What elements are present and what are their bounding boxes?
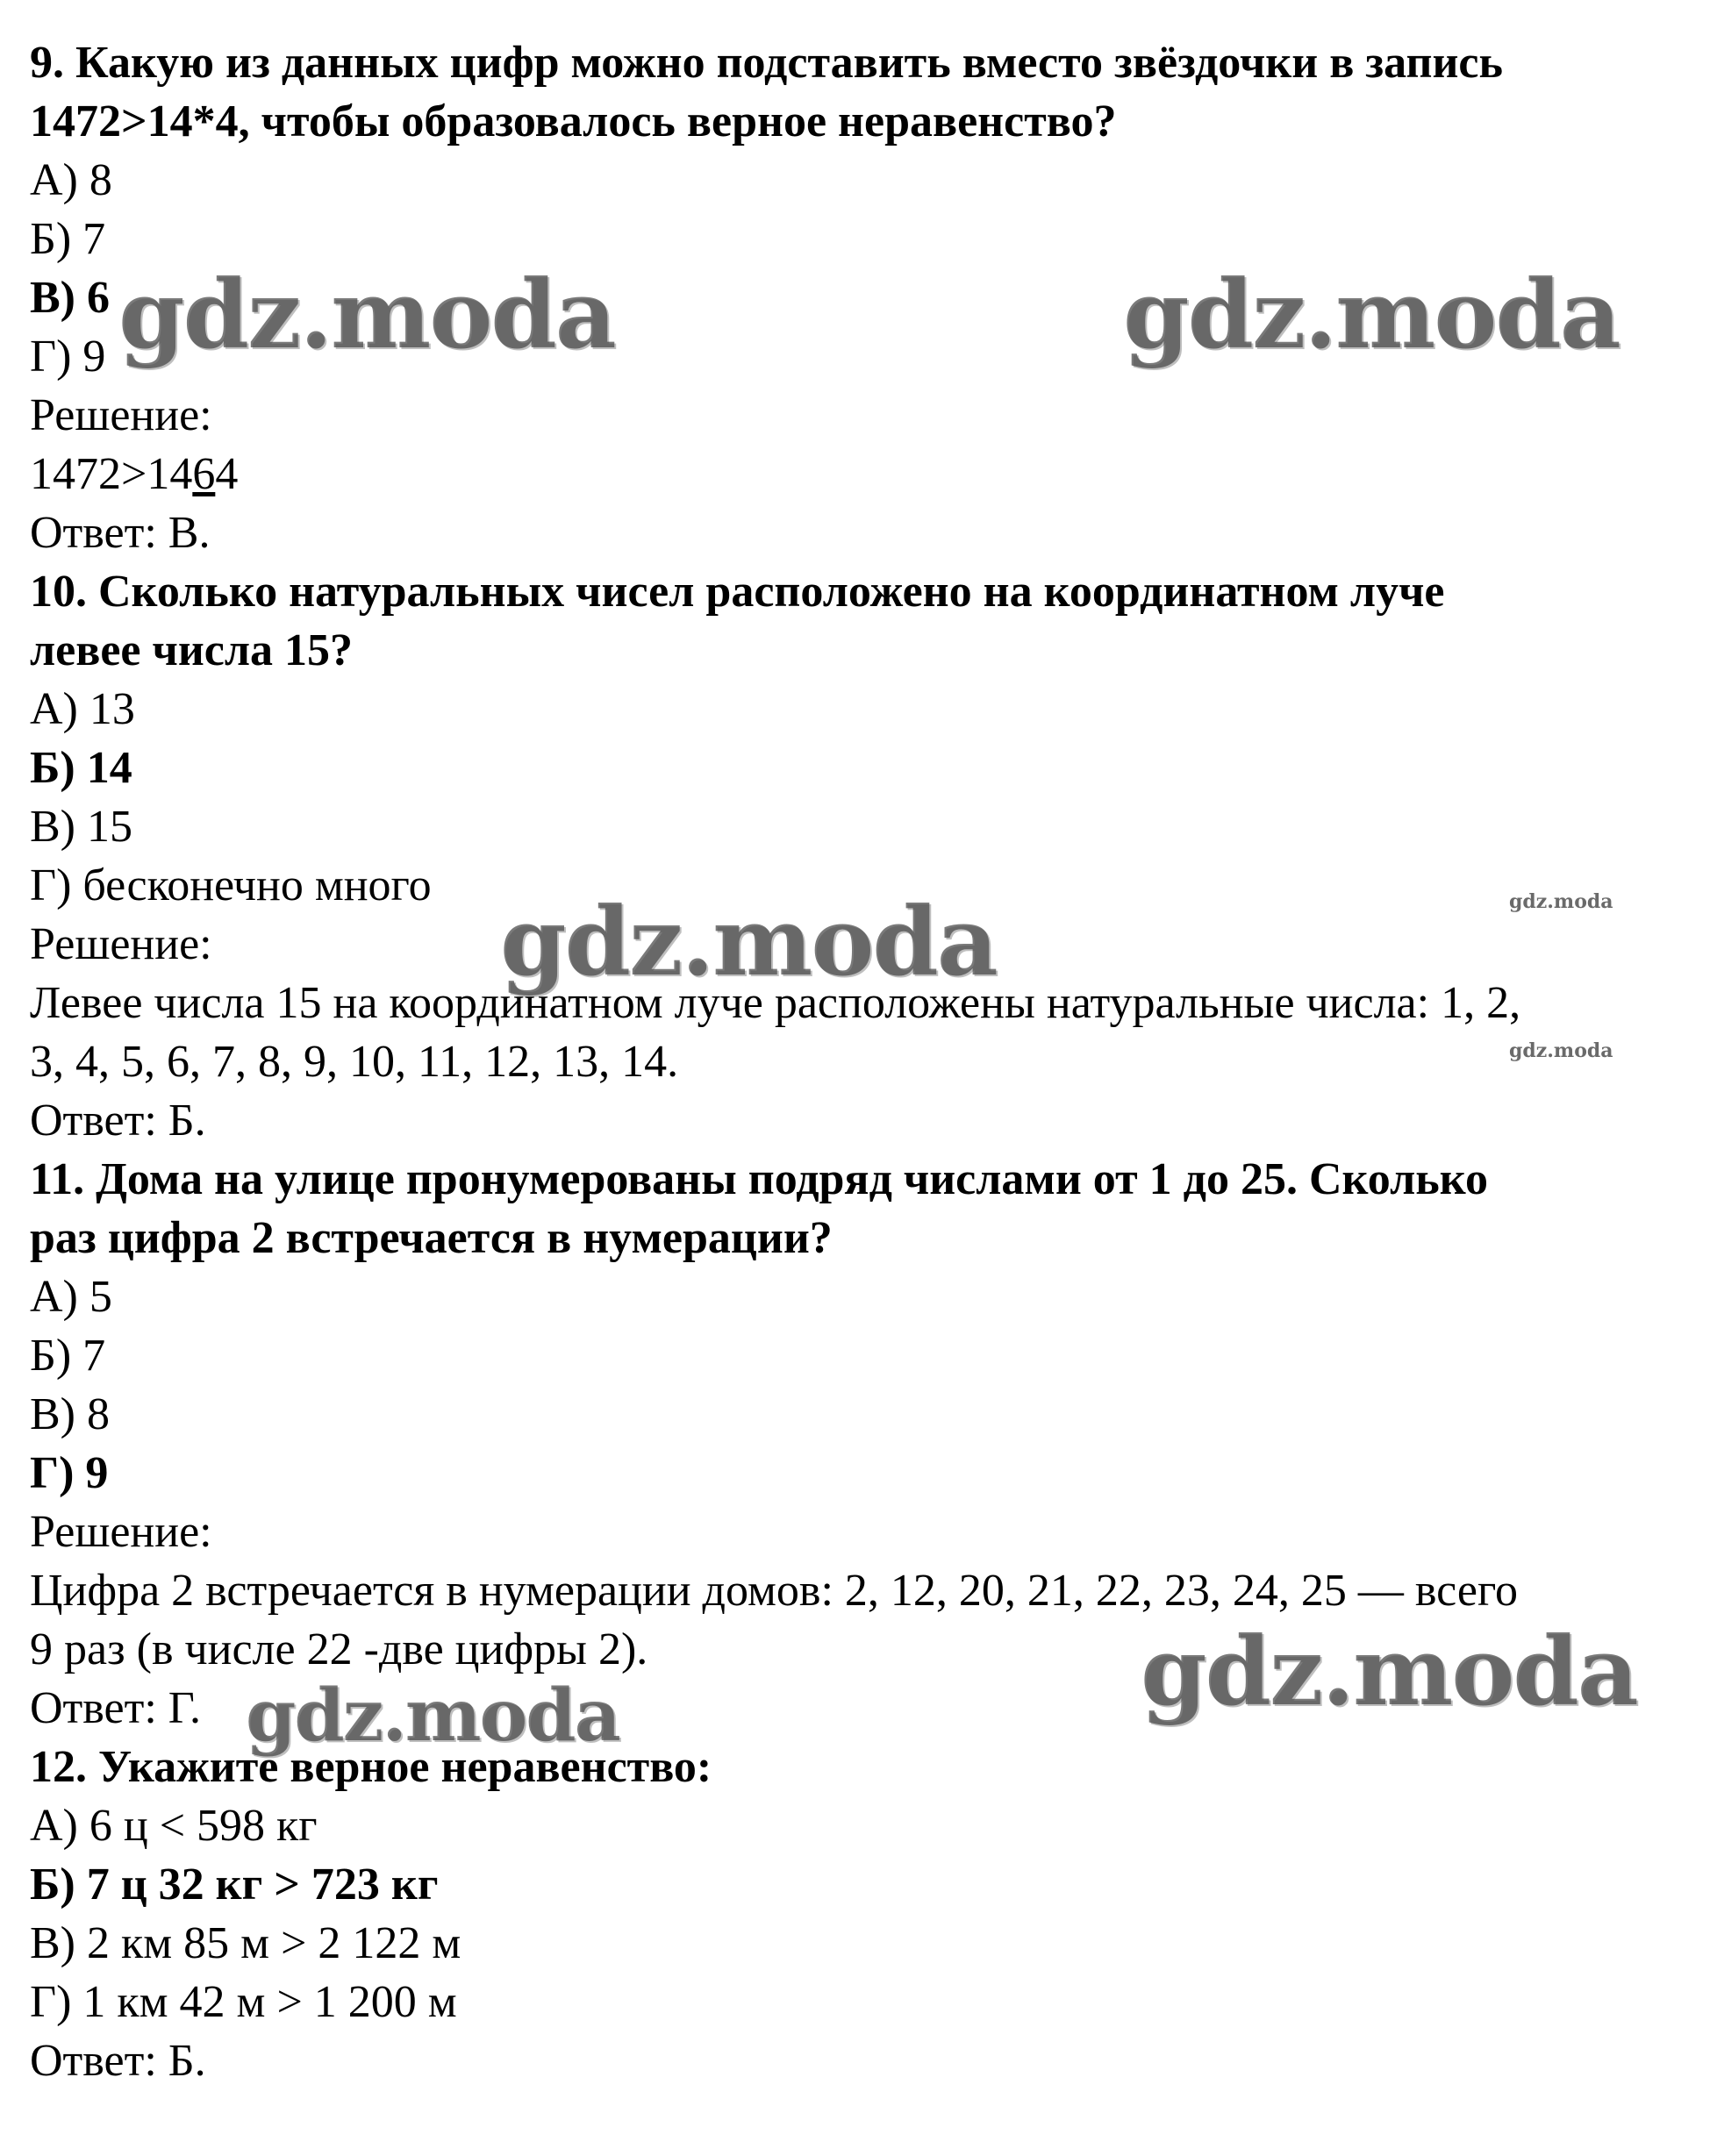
q10-option-b-correct: Б) 14 [30,743,132,793]
q9-answer: Ответ: В. [30,508,211,558]
q12-answer: Ответ: Б. [30,2036,206,2086]
q9-option-g: Г) 9 [30,332,106,382]
q11-title-line-1: 11. Дома на улице пронумерованы подряд числами от 1 до 25. Сколько [30,1154,1489,1204]
watermark-1: gdz.moda [118,260,615,370]
q9-solution [30,445,1701,503]
q9-solution-label: Решение: [30,390,212,440]
q11-solution-label: Решение: [30,1507,212,1557]
q12-option-g: Г) 1 км 42 м > 1 200 м [30,1977,457,2027]
q9-option-a: А) 8 [30,155,112,205]
q9-option-b: Б) 7 [30,214,106,264]
q11-solution-line-1: Цифра 2 встречается в нумерации домов: 2, 12, 20, 21, 22, 23, 24, 25 — всего [30,1566,1518,1616]
q10-option-a: А) 13 [30,684,135,734]
watermark-small-1: gdz.moda [1509,890,1613,913]
q9-option-v-correct: В) 6 [30,273,110,323]
q9-solution-post: 4 [215,449,239,499]
q10-solution-line-2: 3, 4, 5, 6, 7, 8, 9, 10, 11, 12, 13, 14. [30,1037,679,1087]
watermark-2: gdz.moda [1123,260,1620,370]
q9-solution-digit: 6 [192,449,216,499]
q11-option-b: Б) 7 [30,1331,106,1381]
watermark-4: gdz.moda [1141,1617,1637,1727]
q11-option-g-correct: Г) 9 [30,1448,109,1498]
q11-answer: Ответ: Г. [30,1683,201,1733]
q11-option-v: В) 8 [30,1389,110,1439]
q11-title-line-2: раз цифра 2 встречается в нумерации? [30,1213,833,1263]
q10-option-g: Г) бесконечно много [30,860,432,910]
q10-solution-label: Решение: [30,919,212,969]
q12-option-v: В) 2 км 85 м > 2 122 м [30,1918,461,1968]
q12-title: 12. Укажите верное неравенство: [30,1742,712,1792]
watermark-5: gdz.moda [246,1674,619,1758]
q11-solution-line-2: 9 раз (в числе 22 -две цифры 2). [30,1624,648,1674]
q10-title-line-1: 10. Сколько натуральных чисел расположено на координатном луче [30,567,1445,617]
q12-option-b-correct: Б) 7 ц 32 кг > 723 кг [30,1860,439,1910]
q10-answer: Ответ: Б. [30,1096,206,1146]
watermark-small-2: gdz.moda [1509,1039,1613,1062]
q9-title-line-2: 1472>14*4, чтобы образовалось верное неравенство? [30,96,1117,146]
q12-option-a: А) 6 ц < 598 кг [30,1801,318,1851]
q10-option-v: В) 15 [30,802,132,852]
q10-title-line-2: левее числа 15? [30,625,354,675]
q9-solution-pre: 1472>14 [30,449,193,499]
q10-solution-line-1: Левее числа 15 на координатном луче расположены натуральные числа: 1, 2, [30,978,1521,1028]
q11-option-a: А) 5 [30,1272,112,1322]
q9-title-line-1: 9. Какую из данных цифр можно подставить вместо звёздочки в запись [30,38,1503,88]
watermark-3: gdz.moda [500,887,997,997]
